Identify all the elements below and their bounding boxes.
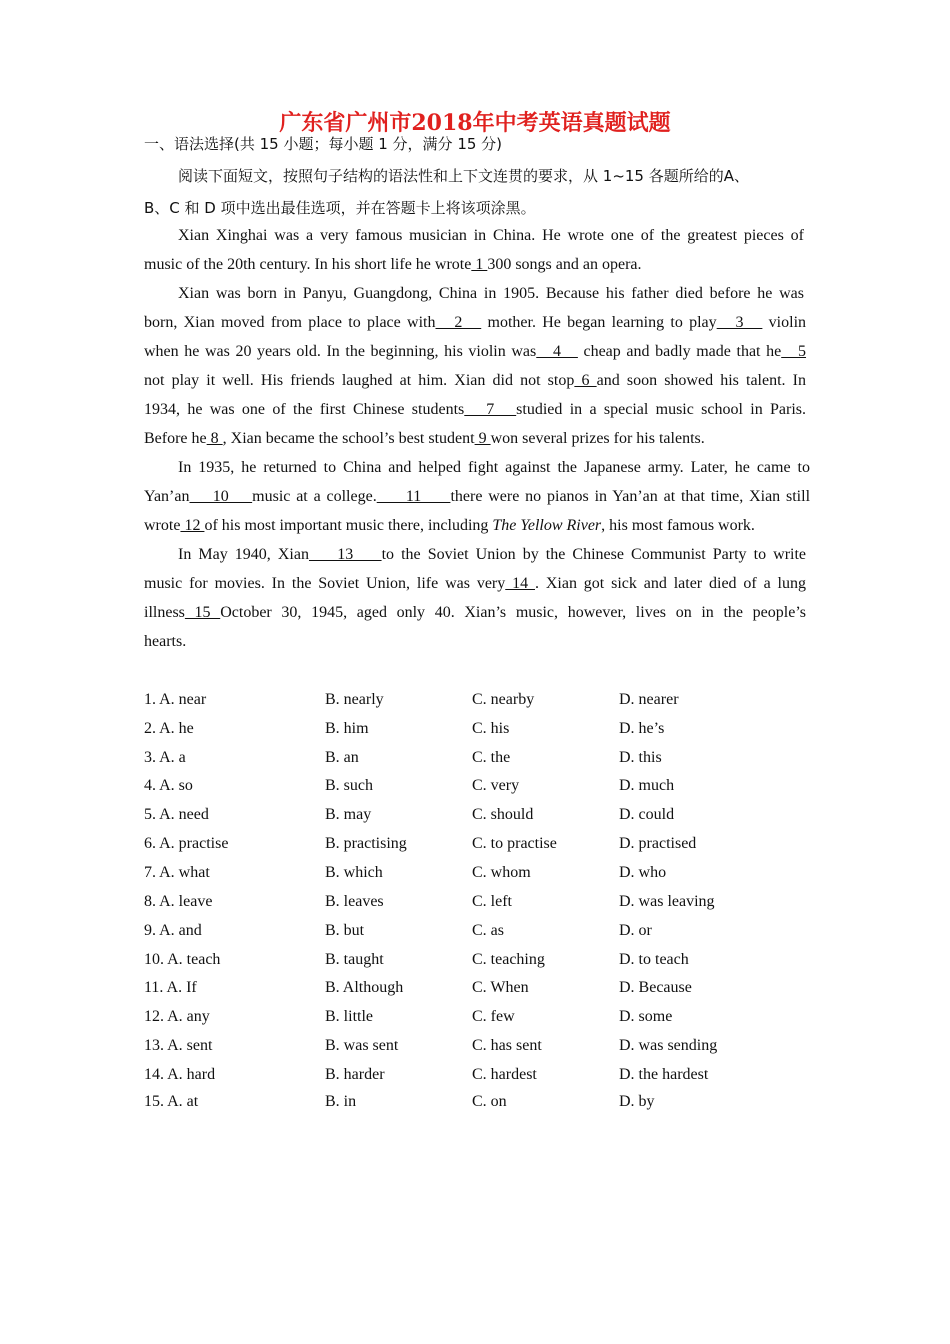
instruction-line-1: 阅读下面短文，按照句子结构的语法性和上下文连贯的要求，从 1~15 各题所给的A、 — [178, 167, 749, 185]
option-a: 11. A. If — [144, 979, 197, 996]
option-d: D. this — [619, 749, 662, 766]
blank-13: 13 — [308, 546, 382, 563]
option-c: C. hardest — [472, 1066, 537, 1083]
option-b: B. was sent — [325, 1037, 399, 1054]
blank-2: 2 — [435, 314, 482, 331]
option-b: B. such — [325, 777, 373, 794]
passage-line: Yan’an 10 music at a college. 11 there were no pianos in Yan’an at that time, Xian still — [144, 488, 811, 505]
option-b: B. harder — [325, 1066, 385, 1083]
option-a: 1. A. near — [144, 691, 207, 708]
passage-line: 1934, he was one of the first Chinese students 7 studied in a special music school in Paris. — [144, 401, 807, 418]
option-a: 6. A. practise — [144, 835, 229, 852]
passage-line: In 1935, he returned to China and helped fight against the Japanese army. Later, he came to — [178, 459, 810, 476]
option-c: C. whom — [472, 864, 531, 881]
option-c: C. his — [472, 720, 510, 737]
option-a: 13. A. sent — [144, 1037, 213, 1054]
blank-7: 7 — [464, 401, 517, 418]
option-c: C. very — [472, 777, 520, 794]
blank-9: 9 — [474, 430, 491, 447]
option-d: D. was sending — [619, 1037, 718, 1054]
option-a: 14. A. hard — [144, 1066, 216, 1083]
option-c: C. few — [472, 1008, 515, 1025]
option-c: C. as — [472, 922, 504, 939]
section-heading: 一、语法选择(共 15 小题；每小题 1 分，满分 15 分) — [144, 135, 503, 153]
option-a: 7. A. what — [144, 864, 210, 881]
option-a: 8. A. leave — [144, 893, 213, 910]
passage-line: music for movies. In the Soviet Union, life was very 14 . Xian got sick and later died of a lung — [144, 575, 807, 592]
instruction-line-2: B、C 和 D 项中选出最佳选项，并在答题卡上将该项涂黑。 — [144, 199, 536, 217]
passage-line: illness 15 October 30, 1945, aged only 40. Xian’s music, however, lives on in the people’s — [144, 604, 806, 621]
option-a: 9. A. and — [144, 922, 202, 939]
passage-line: not play it well. His friends laughed at him. Xian did not stop 6 and soon showed his talent. In — [144, 372, 807, 389]
option-d: D. nearer — [619, 691, 679, 708]
passage-line: hearts. — [144, 633, 187, 650]
option-b: B. Although — [325, 979, 404, 996]
passage-line: music of the 20th century. In his short life he wrote 1 300 songs and an opera. — [144, 256, 642, 273]
song-title: The Yellow River — [492, 517, 602, 534]
passage-line: Xian was born in Panyu, Guangdong, China in 1905. Because his father died before he was — [178, 285, 804, 302]
option-c: C. nearby — [472, 691, 535, 708]
passage-line: born, Xian moved from place to place with 2 mother. He began learning to play 3 violin — [144, 314, 807, 331]
option-d: D. to teach — [619, 951, 689, 968]
blank-14: 14 — [505, 575, 535, 592]
option-d: D. was leaving — [619, 893, 715, 910]
option-b: B. little — [325, 1008, 373, 1025]
option-b: B. but — [325, 922, 365, 939]
option-b: B. an — [325, 749, 359, 766]
option-c: C. When — [472, 979, 529, 996]
option-d: D. or — [619, 922, 652, 939]
option-b: B. leaves — [325, 893, 384, 910]
option-d: D. he’s — [619, 720, 665, 737]
blank-8: 8 — [206, 430, 223, 447]
option-b: B. nearly — [325, 691, 384, 708]
option-c: C. the — [472, 749, 511, 766]
option-a: 12. A. any — [144, 1008, 210, 1025]
option-b: B. may — [325, 806, 372, 823]
page-title: 广东省广州市2018年中考英语真题试题 — [279, 110, 671, 136]
blank-1: 1 — [471, 256, 488, 273]
option-a: 3. A. a — [144, 749, 186, 766]
option-a: 5. A. need — [144, 806, 209, 823]
option-b: B. practising — [325, 835, 407, 852]
option-d: D. Because — [619, 979, 692, 996]
option-c: C. to practise — [472, 835, 557, 852]
passage-line: Before he 8 , Xian became the school’s best student 9 won several prizes for his talents. — [144, 430, 705, 447]
option-d: D. who — [619, 864, 667, 881]
blank-6: 6 — [574, 372, 597, 389]
option-a: 10. A. teach — [144, 951, 221, 968]
option-d: D. some — [619, 1008, 673, 1025]
blank-5: 5 — [781, 343, 807, 360]
option-d: D. could — [619, 806, 675, 823]
option-d: D. by — [619, 1093, 655, 1110]
option-c: C. on — [472, 1093, 507, 1110]
option-c: C. left — [472, 893, 512, 910]
option-c: C. teaching — [472, 951, 545, 968]
passage-line: Xian Xinghai was a very famous musician in China. He wrote one of the greatest pieces of — [178, 227, 804, 244]
option-a: 4. A. so — [144, 777, 193, 794]
option-c: C. has sent — [472, 1037, 542, 1054]
option-b: B. taught — [325, 951, 384, 968]
blank-4: 4 — [536, 343, 578, 360]
option-a: 15. A. at — [144, 1093, 199, 1110]
option-b: B. which — [325, 864, 383, 881]
option-b: B. him — [325, 720, 369, 737]
blank-11: 11 — [376, 488, 451, 505]
option-d: D. practised — [619, 835, 697, 852]
option-b: B. in — [325, 1093, 357, 1110]
blank-12: 12 — [180, 517, 205, 534]
passage-line: In May 1940, Xian 13 to the Soviet Union by the Chinese Communist Party to write — [178, 546, 807, 563]
passage-line: when he was 20 years old. In the beginning, his violin was 4 cheap and badly made that he 5 — [144, 343, 807, 360]
blank-10: 10 — [189, 488, 253, 505]
blank-15: 15 — [184, 604, 221, 621]
option-a: 2. A. he — [144, 720, 194, 737]
option-d: D. the hardest — [619, 1066, 709, 1083]
blank-3: 3 — [716, 314, 763, 331]
passage-line: wrote 12 of his most important music there, including The Yellow River, his most famous work. — [144, 517, 755, 534]
option-d: D. much — [619, 777, 675, 794]
option-c: C. should — [472, 806, 534, 823]
